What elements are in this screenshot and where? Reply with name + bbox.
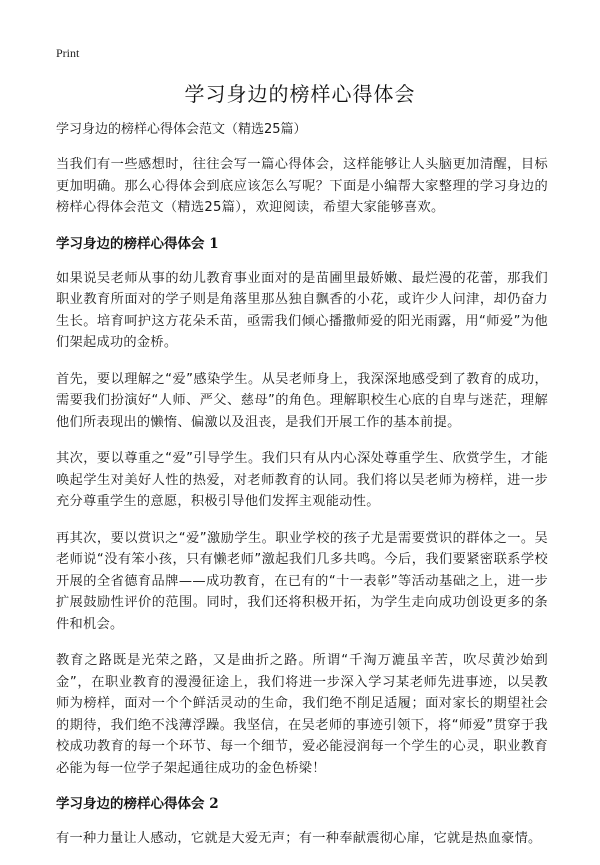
section-1-paragraph-3: 其次，要以尊重之“爱”引导学生。我们只有从内心深处尊重学生、欣赏学生，才能唤起学生对美好人性的热爱，对老师教育的认同。我们将以吴老师为榜样，进一步充分尊重学生的意愿，积极引导他们发挥主观能动性。 <box>56 451 548 509</box>
section-1-paragraph-4: 再其次，要以赏识之“爱”激励学生。职业学校的孩子尤是需要赏识的群体之一。吴老师说“没有笨小孩，只有懒老师”激起我们几多共鸣。今后，我们要紧密联系学校开展的全省德育品牌——成功教育，在已有的“十一表彰”等活动基础之上，进一步扩展鼓励性评价的范围。同时，我们还将积极开拓，为学生走向成功创设更多的条件和机会。 <box>56 530 548 632</box>
section-1-paragraph-2: 首先，要以理解之“爱”感染学生。从吴老师身上，我深深地感受到了教育的成功，需要我们扮演好“人师、严父、慈母”的角色。理解职校生心底的自卑与迷茫，理解他们所表现出的懒惰、偏激以及沮丧，是我们开展工作的基本前提。 <box>56 371 548 430</box>
print-link[interactable]: Print <box>56 46 80 60</box>
article-subtitle: 学习身边的榜样心得体会范文（精选25篇） <box>56 122 307 137</box>
article-body <box>56 120 548 865</box>
section-1-paragraph-5: 教育之路既是光荣之路，又是曲折之路。所谓“千淘万漉虽辛苦，吹尽黄沙始到金”，在职业教育的漫漫征途上，我们将进一步深入学习某老师先进事迹，以吴教师为榜样，面对一个个鲜活灵动的生命，我们绝不削足适履；面对家长的期望社会的期待，我们绝不浅薄浮躁。我坚信，在吴老师的事迹引领下，将“师爱”贯穿于我校成功教育的每一个环节、每一个细节，爱必能浸润每一个学生的心灵，职业教育必能为每一位学子架起通往成功的金色桥梁！ <box>56 653 548 776</box>
section-2-paragraph-1: 有一种力量让人感动，它就是大爱无声；有一种奉献震彻心扉，它就是热血豪情。 <box>56 831 542 846</box>
intro-paragraph: 当我们有一些感想时，往往会写一篇心得体会，这样能够让人头脑更加清醒，目标更加明确。那么心得体会到底应该怎么写呢？下面是小编帮大家整理的学习身边的榜样心得体会范文（精选25篇），欢迎阅读，希望大家能够喜欢。 <box>56 157 548 215</box>
section-1-paragraph-1: 如果说吴老师从事的幼儿教育事业面对的是苗圃里最娇嫩、最烂漫的花蕾，那我们职业教育所面对的学子则是角落里那丛独自飘香的小花，或许少人问津，却仍奋力生长。培育呵护这方花朵禾苗，亟需我们倾心播撒师爱的阳光雨露，用“师爱”为他们架起成功的金桥。 <box>56 270 548 350</box>
page-title: 学习身边的榜样心得体会 <box>184 82 416 106</box>
section-heading-1: 学习身边的榜样心得体会 1 <box>56 235 219 252</box>
section-heading-2: 学习身边的榜样心得体会 2 <box>56 796 219 812</box>
